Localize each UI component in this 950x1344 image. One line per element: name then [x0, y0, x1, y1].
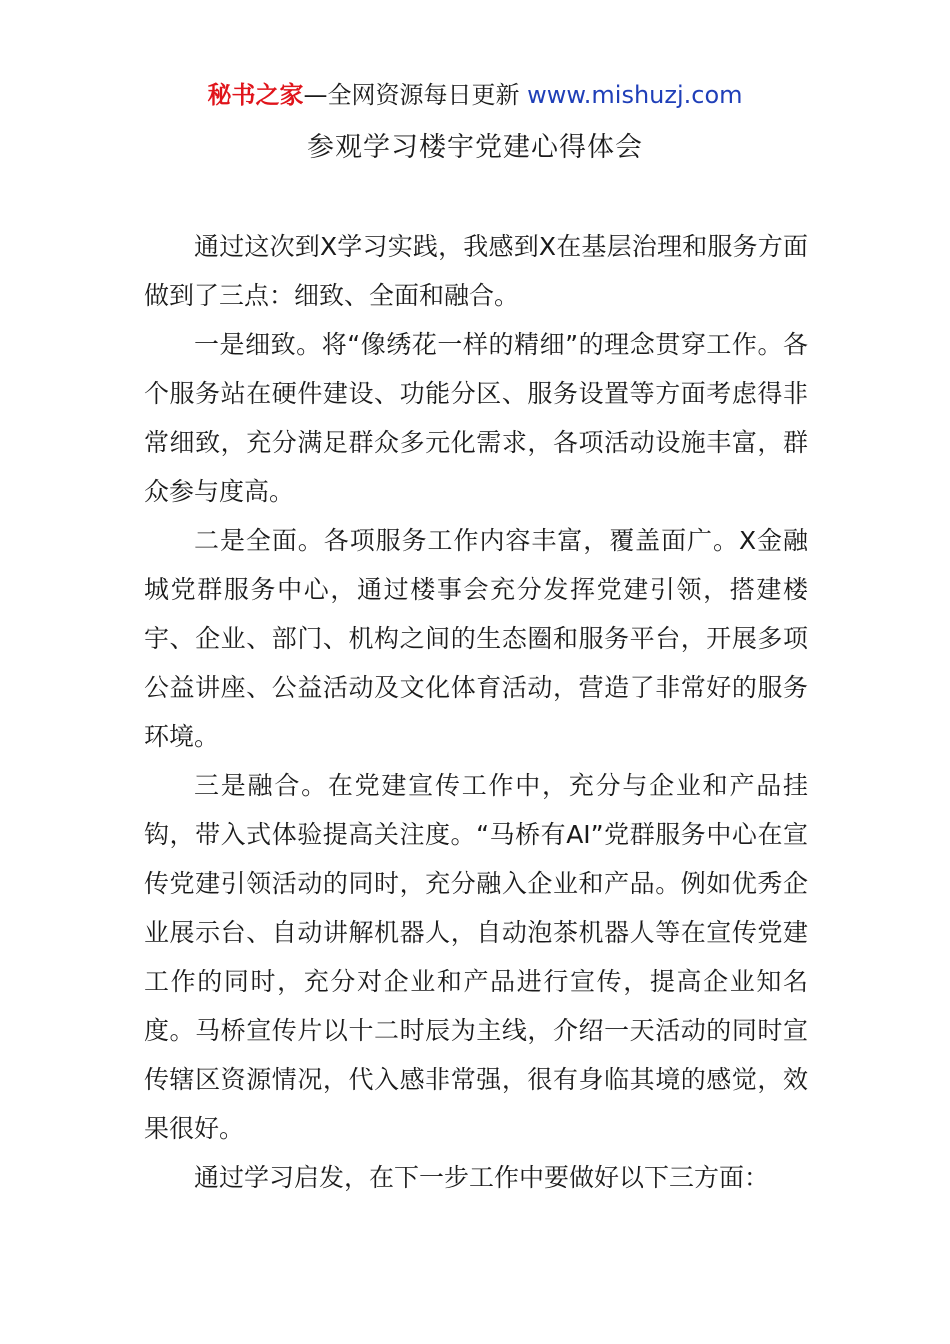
paragraph-next-steps: 通过学习启发，在下一步工作中要做好以下三方面：: [194, 1163, 770, 1192]
paragraph-point-three: 三是融合。在党建宣传工作中，充分与企业和产品挂钩，带入式体验提高关注度。“马桥有AI”党群服务中心在宣传党建引领活动的同时，充分融入企业和产品。例如优秀企业展示台、自动讲解机器人，自动泡茶机器人等在宣传党建工作的同时，充分对企业和产品进行宣传，提高企业知名度。马桥宣传片以十二时辰为主线，介绍一天活动的同时宣传辖区资源情况，代入感非常强，很有身临其境的感觉，效果很好。: [144, 771, 808, 1143]
paragraph-point-one: 一是细致。将“像绣花一样的精细”的理念贯穿工作。各个服务站在硬件建设、功能分区、服务设置等方面考虑得非常细致，充分满足群众多元化需求，各项活动设施丰富，群众参与度高。: [144, 330, 808, 506]
document-body: [144, 222, 808, 1202]
document-title: 参观学习楼宇党建心得体会: [307, 132, 643, 163]
site-url-link[interactable]: www.mishuzj.com: [527, 81, 743, 109]
header-tagline: —全网资源每日更新: [303, 81, 528, 109]
paragraph-point-two: 二是全面。各项服务工作内容丰富，覆盖面广。X金融城党群服务中心，通过楼事会充分发挥党建引领，搭建楼宇、企业、部门、机构之间的生态圈和服务平台，开展多项公益讲座、公益活动及文化体育活动，营造了非常好的服务环境。: [144, 526, 808, 751]
site-header: [0, 78, 950, 112]
brand-name: 秘书之家: [207, 81, 304, 109]
paragraph-intro: 通过这次到X学习实践，我感到X在基层治理和服务方面做到了三点：细致、全面和融合。: [144, 232, 808, 310]
